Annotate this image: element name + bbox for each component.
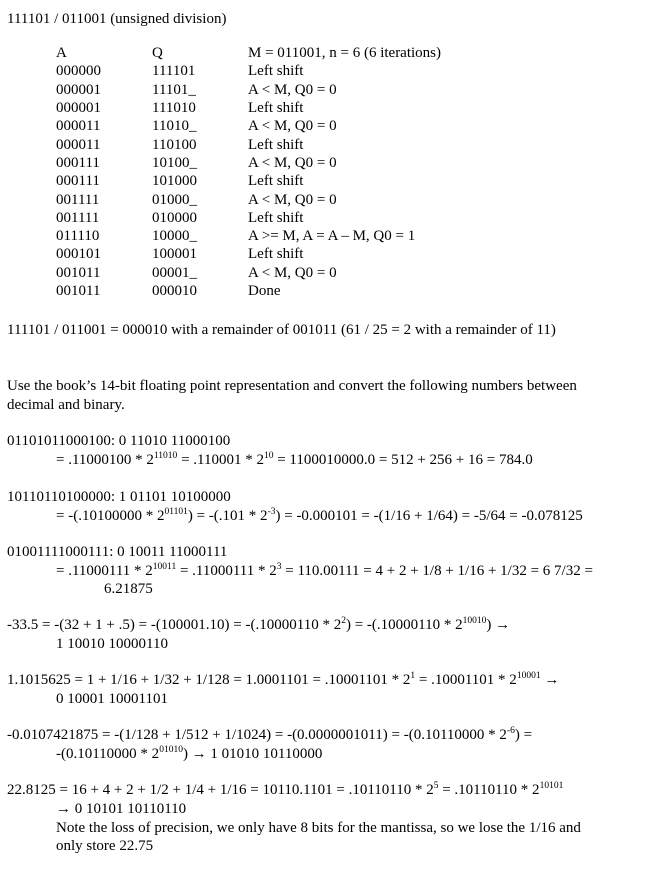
table-row	[56, 264, 441, 282]
cell-step: A < M, Q0 = 0	[248, 154, 337, 171]
cell-q: 10000_	[152, 228, 197, 245]
cell-q: 10100_	[152, 154, 197, 171]
header-m: M = 011001, n = 6 (6 iterations)	[248, 45, 442, 62]
table-row	[56, 154, 441, 172]
cell-a: 001011	[56, 283, 101, 299]
cell-q: 11101_	[152, 81, 196, 98]
cell-a: 000000	[56, 63, 101, 80]
cell-step: Left shift	[248, 246, 304, 263]
item-3-conversion: = $.11000111 * 2^{10011} = .11000111 * 2^3 = 110.00111 = 4 + 2 + 1/8 + 1/16 + 1/32 = 6$ 7/32 =	[56, 562, 593, 579]
cell-a: 000011	[56, 136, 101, 153]
cell-step: Left shift	[248, 209, 304, 226]
cell-step: A < M, Q0 = 0	[248, 191, 337, 208]
table-row	[56, 81, 441, 99]
header-a: A	[56, 45, 67, 62]
header-q: Q	[152, 45, 163, 62]
cell-a: 001011	[56, 264, 101, 281]
table-row	[56, 227, 441, 245]
item-6-encoding: $-(0.10110000 * 2^{01010}) \to 1$ 01010 10110000	[56, 745, 323, 762]
cell-step: Left shift	[248, 100, 304, 117]
item-4-conversion: $-33.5 = -(32 + 1 + .5) = -(100001.10) = -(.10000110 * 2^2) = -(.10000110 * 2^{10010})$ →	[7, 616, 511, 633]
cell-a: 000111	[56, 173, 100, 190]
table-row	[56, 190, 441, 208]
item-6-conversion: $-0.0107421875 = -(1/128 + 1/512 + 1/1024) = -(0.0000001011) = -(0.10110000 * 2^{-6})$ =	[7, 726, 533, 743]
cell-q: 00001_	[152, 264, 197, 281]
cell-a: 011110	[56, 228, 100, 245]
cell-q: 01000_	[152, 191, 197, 208]
cell-step: A < M, Q0 = 0	[248, 118, 337, 135]
item-7-note-line-1: Note the loss of precision, we only have 8 bits for the mantissa, so we lose the 1/16 and	[56, 820, 581, 836]
item-4-encoding: 1 10010 10000110	[56, 636, 168, 652]
table-row	[56, 117, 441, 135]
page-title: 111101 / 011001 (unsigned division)	[7, 11, 227, 27]
table-row	[56, 209, 441, 227]
table-row	[56, 282, 441, 300]
cell-step: A >= M, A = A – M, Q0 = 1	[248, 228, 416, 245]
item-5-conversion: $1.1015625 = 1 + 1/16 + 1/32 + 1/128 = 1.0001101 = .10001101 * 2^1 = .10001101 * 2^{10001}$ →	[7, 671, 560, 688]
cell-step: Left shift	[248, 173, 304, 190]
cell-a: 000001	[56, 100, 101, 117]
cell-step: A < M, Q0 = 0	[248, 264, 337, 281]
table-row	[56, 99, 441, 117]
item-3-encoding: 01001111000111: 0 10011 11000111	[7, 544, 228, 560]
division-header-row	[56, 44, 441, 62]
division-result: 111101 / 011001 = 000010 with a remainder of 001011 (61 / 25 = 2 with a remainder of 11)	[7, 322, 556, 338]
table-row	[56, 135, 441, 153]
cell-a: 001111	[56, 209, 100, 226]
fp-intro-line-1: Use the book’s 14-bit floating point representation and convert the following numbers between	[7, 378, 577, 394]
fp-intro-line-2: decimal and binary.	[7, 397, 125, 413]
table-row	[56, 62, 441, 80]
item-7-encoding: → 0 10101 10110110	[56, 801, 187, 817]
cell-q: 111010	[152, 100, 196, 117]
cell-a: 000001	[56, 81, 101, 98]
cell-q: 11010_	[152, 118, 197, 135]
item-5-encoding: 0 10001 10001101	[56, 691, 168, 707]
division-table	[56, 44, 441, 300]
cell-q: 110100	[152, 136, 197, 153]
cell-step: Left shift	[248, 136, 304, 153]
cell-step: Done	[248, 283, 281, 299]
cell-a: 001111	[56, 191, 100, 208]
item-7-conversion: $22.8125 = 16 + 4 + 2 + 1/2 + 1/4 + 1/16 = 10110.1101 = .10110110 * 2^5 = .10110110 * 2^{10101}$	[7, 781, 564, 798]
item-2-encoding: 10110110100000: 1 01101 10100000	[7, 489, 231, 505]
cell-q: 010000	[152, 209, 197, 226]
table-row	[56, 245, 441, 263]
item-1-conversion: = $.11000100 * 2^{11010} = .110001 * 2^{10} = 1100010000.0 = 512 + 256 + 16 = 784.0$	[56, 451, 533, 468]
cell-q: 101000	[152, 173, 197, 190]
cell-q: 111101	[152, 63, 196, 80]
cell-q: 000010	[152, 283, 197, 299]
table-row	[56, 172, 441, 190]
cell-a: 000101	[56, 246, 101, 263]
item-2-conversion: = $-(.10100000 * 2^{01101}) = -(.101 * 2^{-3}) = -0.000101 = -(1/16 + 1/64) = -5/64 = -0.078125$	[56, 507, 583, 524]
item-3-result: 6.21875	[104, 581, 153, 597]
cell-q: 100001	[152, 246, 197, 263]
cell-a: 000111	[56, 154, 100, 171]
item-7-note-line-2: only store 22.75	[56, 838, 154, 854]
cell-step: Left shift	[248, 63, 304, 80]
cell-step: A < M, Q0 = 0	[248, 81, 337, 98]
item-1-encoding: 01101011000100: 0 11010 11000100	[7, 433, 231, 449]
cell-a: 000011	[56, 118, 101, 135]
